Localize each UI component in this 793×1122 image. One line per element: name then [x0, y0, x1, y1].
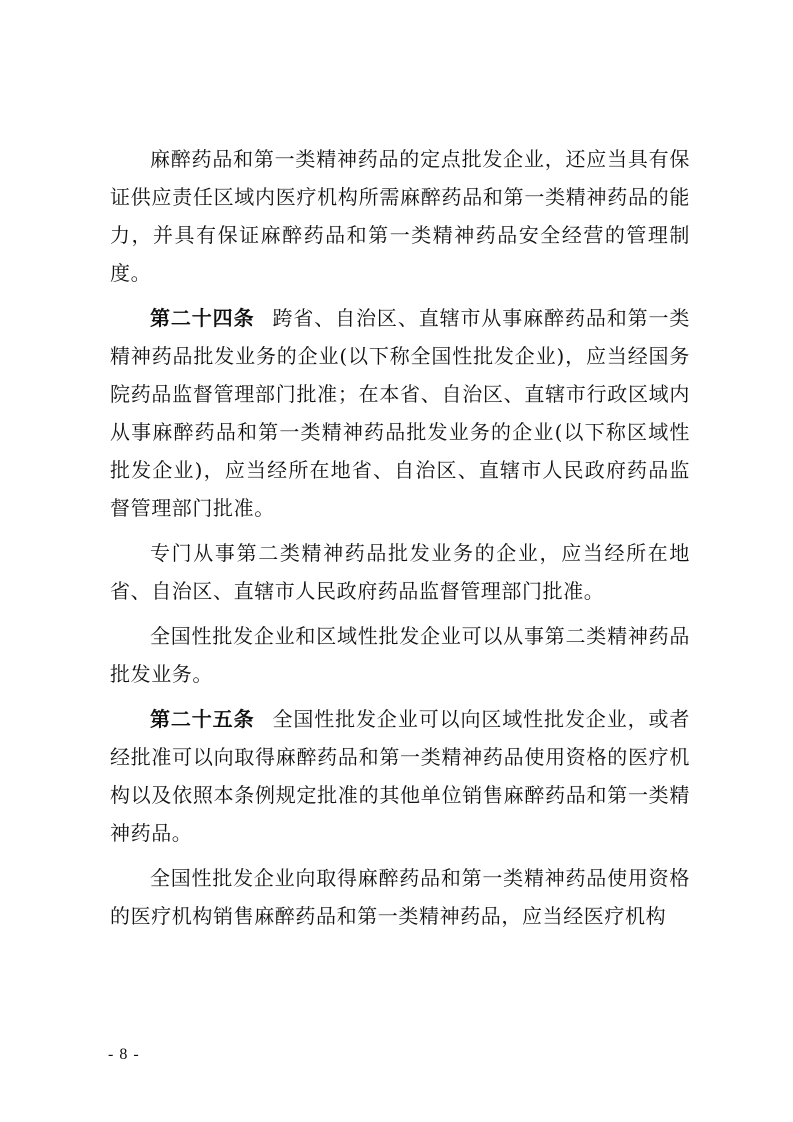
paragraph-text: 全国性批发企业向取得麻醉药品和第一类精神药品使用资格的医疗机构销售麻醉药品和第一类精神药品，应当经医疗机构 [110, 866, 690, 928]
paragraph-1 [110, 140, 690, 292]
paragraph-article-24 [110, 299, 690, 527]
paragraph-text: 麻醉药品和第一类精神药品的定点批发企业，还应当具有保证供应责任区域内医疗机构所需麻醉药品和第一类精神药品的能力，并具有保证麻醉药品和第一类精神药品安全经营的管理制度。 [110, 147, 690, 285]
document-page [110, 140, 690, 942]
page-number: - 8 - [108, 1046, 140, 1063]
paragraph-6 [110, 859, 690, 935]
paragraph-text: 全国性批发企业可以向区域性批发企业，或者经批准可以向取得麻醉药品和第一类精神药品使用资格的医疗机构以及依照本条例规定批准的其他单位销售麻醉药品和第一类精神药品。 [110, 707, 691, 845]
paragraph-text: 专门从事第二类精神药品批发业务的企业，应当经所在地省、自治区、直辖市人民政府药品监督管理部门批准。 [110, 541, 690, 603]
paragraph-text: 跨省、自治区、直辖市从事麻醉药品和第一类精神药品批发业务的企业(以下称全国性批发企业)，应当经国务院药品监督管理部门批准；在本省、自治区、直辖市行政区域内从事麻醉药品和第一类精神药品批发业务的企业(以下称区域性批发企业)，应当经所在地省、自治区、直辖市人民政府药品监督管理部门批准。 [110, 306, 691, 520]
article-number: 第二十四条 [150, 306, 255, 330]
paragraph-article-25 [110, 700, 690, 852]
paragraph-4 [110, 617, 690, 693]
article-number: 第二十五条 [150, 707, 255, 731]
paragraph-3 [110, 534, 690, 610]
paragraph-text: 全国性批发企业和区域性批发企业可以从事第二类精神药品批发业务。 [110, 624, 690, 686]
